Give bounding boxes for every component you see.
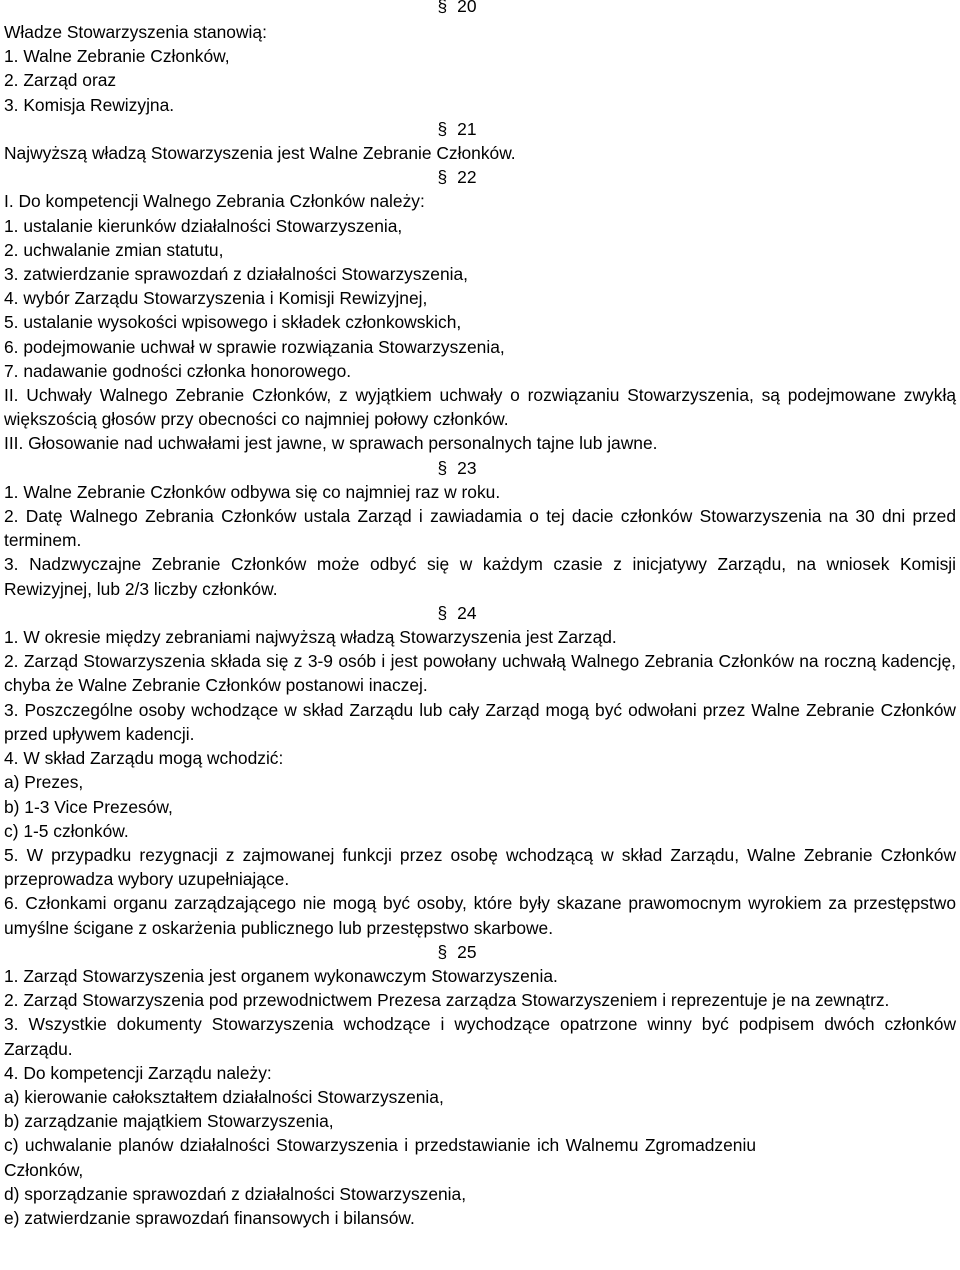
paragraph: 3. Wszystkie dokumenty Stowarzyszenia wchodzące i wychodzące opatrzone winny być podpisem dwóch członków Zarządu. (4, 1014, 956, 1059)
paragraph: 2. Zarząd Stowarzyszenia składa się z 3-9 osób i jest powołany uchwałą Walnego Zebrania Członków na roczną kadencję, chyba że Walne Zebranie Członków postanowi inaczej. (4, 651, 956, 696)
section-heading-23 (4, 456, 956, 480)
list-item: c) 1-5 członków. (4, 820, 129, 841)
list-item: 5. ustalanie wysokości wpisowego i składek członkowskich, (4, 312, 462, 333)
section-mark: § (437, 0, 448, 16)
section-mark: § (437, 118, 448, 139)
section-mark: § (437, 457, 448, 478)
paragraph-line: I. Do kompetencji Walnego Zebrania Członków należy: (4, 191, 425, 212)
list-item: b) zarządzanie majątkiem Stowarzyszenia, (4, 1111, 334, 1132)
list-item: a) Prezes, (4, 772, 84, 793)
section-mark: § (437, 941, 448, 962)
list-item: 6. podejmowanie uchwał w sprawie rozwiązania Stowarzyszenia, (4, 336, 505, 357)
list-item: 7. nadawanie godności członka honorowego. (4, 360, 352, 381)
section-heading-21 (4, 117, 956, 141)
paragraph-line: 1. Walne Zebranie Członków, (4, 46, 230, 67)
section-number: 25 (457, 941, 477, 962)
paragraph: 3. Nadzwyczajne Zebranie Członków może odbyć się w każdym czasie z inicjatywy Zarządu, na wniosek Komisji Rewizyjnej, lub 2/3 liczby członków. (4, 554, 956, 599)
paragraph: 3. Poszczególne osoby wchodzące w skład Zarządu lub cały Zarząd mogą być odwołani przez Walne Zebranie Członków przed upływem kadencji. (4, 699, 956, 744)
paragraph-line: Władze Stowarzyszenia stanowią: (4, 22, 267, 42)
section-number: 24 (457, 602, 477, 623)
list-item: 4. wybór Zarządu Stowarzyszenia i Komisji Rewizyjnej, (4, 288, 428, 309)
section-number: 21 (457, 118, 477, 139)
paragraph-line: 3. Komisja Rewizyjna. (4, 94, 175, 115)
section-21-body (4, 141, 956, 165)
section-heading-25 (4, 940, 956, 964)
section-number: 22 (457, 167, 477, 188)
section-number: 20 (457, 0, 477, 16)
section-24-body (4, 625, 956, 940)
list-item: 2. uchwalanie zmian statutu, (4, 239, 224, 260)
list-item: b) 1-3 Vice Prezesów, (4, 796, 173, 817)
paragraph: 2. Zarząd Stowarzyszenia pod przewodnictwem Prezesa zarządza Stowarzyszeniem i reprezentuje je na zewnątrz. (4, 990, 890, 1011)
paragraph-line: 4. W skład Zarządu mogą wchodzić: (4, 748, 284, 769)
paragraph-line: 1. Zarząd Stowarzyszenia jest organem wykonawczym Stowarzyszenia. (4, 965, 558, 986)
list-item: c) uchwalanie planów działalności Stowarzyszenia i przedstawianie ich Walnemu Zgromadzeniu Członków, (4, 1135, 756, 1180)
list-item: a) kierowanie całokształtem działalności Stowarzyszenia, (4, 1086, 444, 1107)
paragraph: II. Uchwały Walnego Zebranie Członków, z wyjątkiem uchwały o rozwiązaniu Stowarzyszenia, są podejmowane zwykłą większością głosów przy obecności co najmniej połowy członków. (4, 385, 956, 430)
section-number: 23 (457, 457, 477, 478)
list-item: e) zatwierdzanie sprawozdań finansowych i bilansów. (4, 1207, 415, 1228)
paragraph-line: 1. W okresie między zebraniami najwyższą władzą Stowarzyszenia jest Zarząd. (4, 627, 617, 648)
paragraph-line: 1. Walne Zebranie Członków odbywa się co najmniej raz w roku. (4, 481, 501, 502)
section-mark: § (437, 167, 448, 188)
paragraph: 6. Członkami organu zarządzającego nie mogą być osoby, które były skazane prawomocnym wyrokiem za przestępstwo umyślne ścigane z oskarżenia publicznego lub przestępstwo skarbowe. (4, 893, 956, 938)
list-item: d) sporządzanie sprawozdań z działalności Stowarzyszenia, (4, 1183, 467, 1204)
section-mark: § (437, 602, 448, 623)
paragraph-line: 2. Zarząd oraz (4, 70, 117, 91)
section-heading-22 (4, 165, 956, 189)
paragraph: 2. Datę Walnego Zebrania Członków ustala Zarząd i zawiadamia o tej dacie członków Stowarzyszenia na 30 dni przed terminem. (4, 506, 956, 551)
section-25-body (4, 964, 956, 1230)
list-item: 3. zatwierdzanie sprawozdań z działalności Stowarzyszenia, (4, 264, 468, 285)
paragraph: 5. W przypadku rezygnacji z zajmowanej funkcji przez osobę wchodzącą w skład Zarządu, Walne Zebranie Członków przeprowadza wybory uzupełniające. (4, 844, 956, 890)
paragraph-line: III. Głosowanie nad uchwałami jest jawne, w sprawach personalnych tajne lub jawne. (4, 433, 658, 454)
paragraph-line: Najwyższą władzą Stowarzyszenia jest Walne Zebranie Członków. (4, 143, 516, 164)
list-item: 1. ustalanie kierunków działalności Stowarzyszenia, (4, 215, 403, 236)
section-heading-24 (4, 601, 956, 625)
section-22-body (4, 189, 956, 455)
paragraph-line: 4. Do kompetencji Zarządu należy: (4, 1062, 272, 1083)
section-heading-20 (0, 0, 960, 18)
section-23-body (4, 480, 956, 601)
